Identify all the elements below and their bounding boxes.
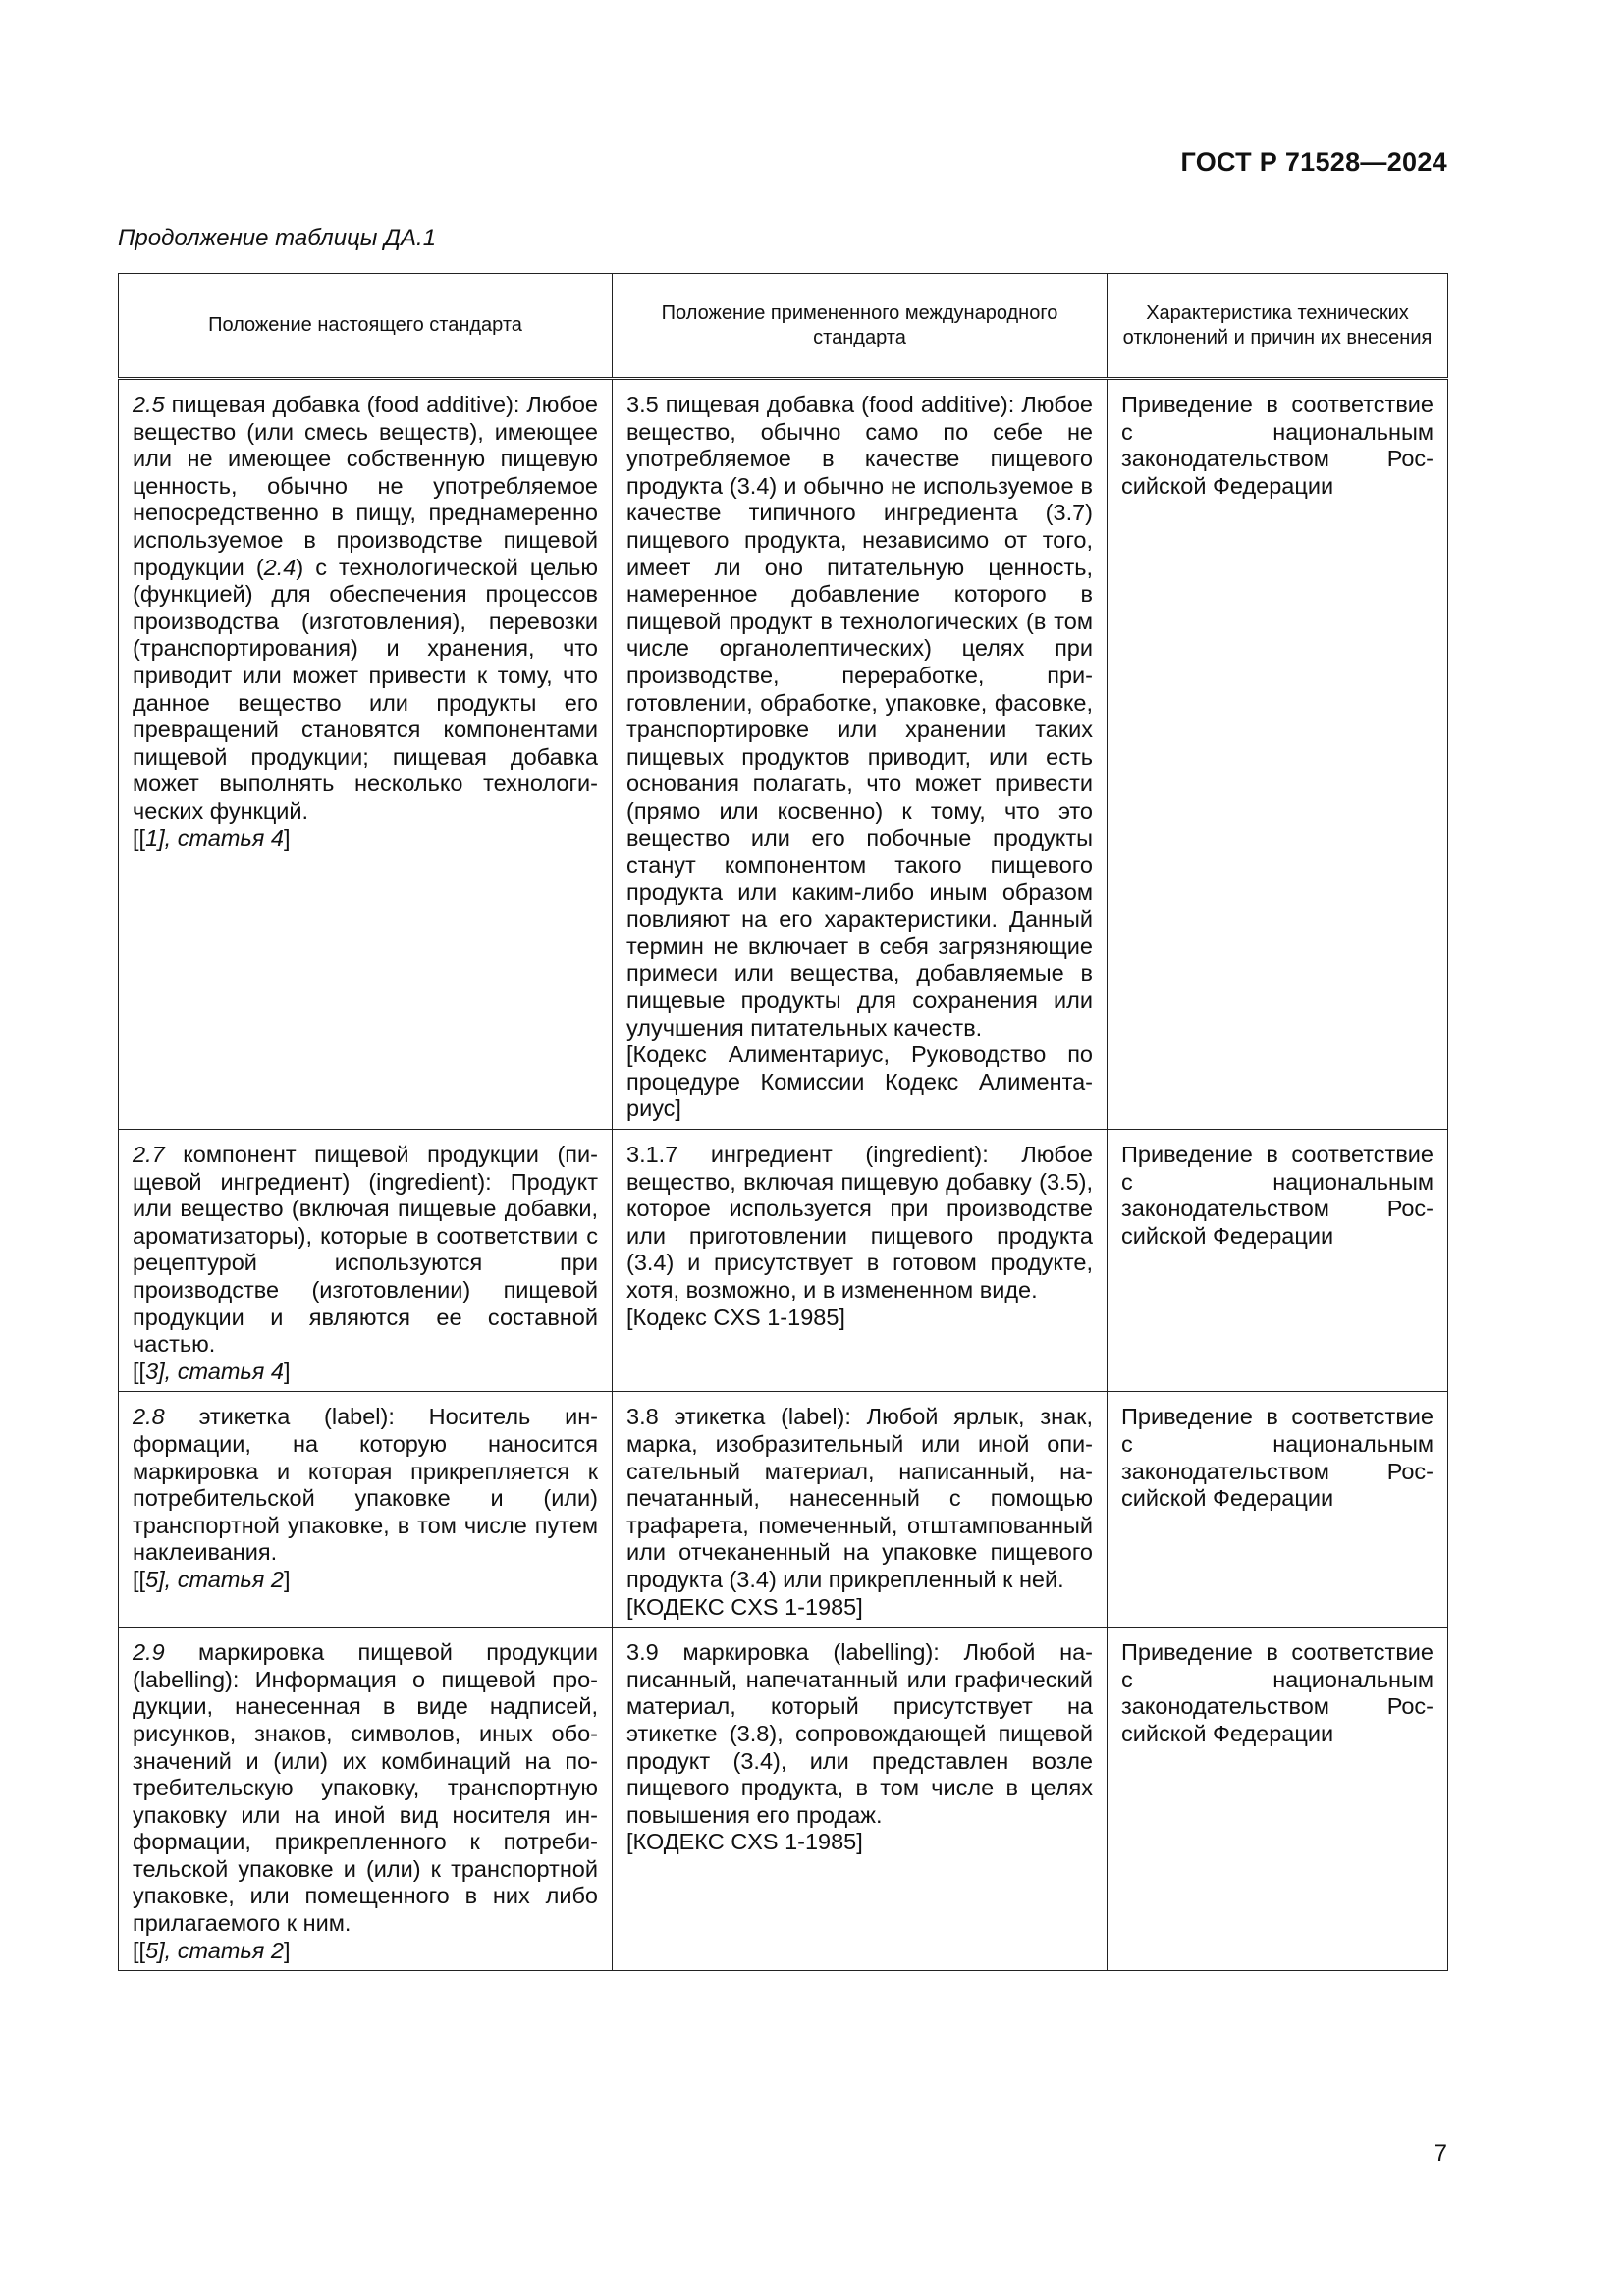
reference-article: ], статья 4 xyxy=(158,825,284,851)
reference-bracket-open: [[ xyxy=(133,1937,146,1963)
definition-text-continued: ) с технологической целью (функцией) для обеспечения процессов производства (изготовления), перевозки (транспортирования) и хранения, что приводит или может привести к тому, что данное вещество или продукты его превращений становятся компонентами пищевой продукции; пищевая добавка может выполнять несколько технологических функций. xyxy=(133,554,598,824)
international-definition: 3.5 пищевая добавка (food additive): Любое вещество, обычно само по себе не употребляемое в качестве пищевого продукта (3.4) и обычно не используемое в качестве типичного ингредиента (3.7) пищевого продукта, независимо от того, имеет ли оно питательную ценность, намеренное добавление которого в пищевой продукт в технологических (в том числе органолептических) целях при производстве, переработке, приготовлении, обработке, упаковке, фасовке, транспортировке или хранении таких пищевых продуктов приводит, или есть основания полагать, что может привести (прямо или косвенно) к тому, что это вещество или его побочные продукты станут компонентом такого пищевого продукта или каким-либо иным образом повлияют на его характеристики. Данный термин не включает в себя загрязняющие примеси или вещества, добавляемые в пищевые продукты для сохранения или улучшения питательных качеств. xyxy=(626,392,1093,1041)
reference-bracket-open: [[ xyxy=(133,825,146,851)
cell-deviation xyxy=(1108,1130,1448,1392)
international-definition: 3.8 этикетка (label): Любой ярлык, знак, марка, изобразительный или иной описательный материал, написанный, напечатанный, нанесенный с помощью трафарета, помеченный, отштампованный или отчеканенный на упаковке пищевого продукта (3.4) или прикрепленный к ней. xyxy=(626,1404,1093,1592)
reference-bracket-close: ] xyxy=(283,825,291,851)
clause-reference: 2.4 xyxy=(263,554,297,580)
definition-text: маркировка пищевой продукции (labelling): Информация о пищевой продукции, нанесенная в виде надписей, рисунков, знаков, символов, иных обозначений и (или) их комбинаций на потребительскую упаковку, транспортную упаковку или на иной вид носителя информации, прикрепленного к потребительской упаковке и (или) к транспортной упаковке, или помещенного в них либо прилагаемого к ним. xyxy=(133,1639,598,1937)
reference-article: ], статья 4 xyxy=(158,1358,284,1384)
source-reference xyxy=(133,1938,598,1965)
reference-bracket-close: ] xyxy=(283,1566,291,1592)
reference-article: ], статья 2 xyxy=(158,1937,284,1963)
bibliography-number: 5 xyxy=(145,1937,159,1963)
cell-this-standard xyxy=(119,1130,613,1392)
term-definition xyxy=(133,1142,598,1359)
term-definition xyxy=(133,392,598,826)
reference-bracket-open: [[ xyxy=(133,1566,146,1592)
cell-international-standard xyxy=(613,379,1108,1130)
term-definition xyxy=(133,1639,598,1938)
table-header-row xyxy=(119,274,1448,379)
international-definition: 3.1.7 ингредиент (ingredient): Любое вещество, включая пищевую добавку (3.5), которое используется при производстве или приготовлении пищевого продукта (3.4) и присутствует в готовом продукте, хотя, возможно, и в измененном виде. xyxy=(626,1142,1093,1303)
clause-number: 2.5 xyxy=(133,392,165,417)
reference-article: ], статья 2 xyxy=(158,1566,284,1592)
document-code: ГОСТ Р 71528—2024 xyxy=(1180,147,1447,177)
cell-international-standard xyxy=(613,1130,1108,1392)
bibliography-number: 5 xyxy=(145,1566,159,1592)
cell-international-standard xyxy=(613,1628,1108,1971)
table-row xyxy=(119,1130,1448,1392)
deviation-text: Приведение в соответствие с национальным законодательством Российской Федерации xyxy=(1121,1404,1434,1512)
clause-number: 2.7 xyxy=(133,1142,165,1168)
deviation-table xyxy=(118,273,1448,1971)
term-definition xyxy=(133,1404,598,1567)
source-reference xyxy=(133,826,598,853)
table-row xyxy=(119,379,1448,1130)
cell-deviation xyxy=(1108,379,1448,1130)
source-reference xyxy=(133,1359,598,1386)
cell-this-standard xyxy=(119,1392,613,1628)
reference-bracket-open: [[ xyxy=(133,1358,146,1384)
cell-deviation xyxy=(1108,1392,1448,1628)
definition-text: компонент пищевой продукции (пищевой ингредиент) (ingredient): Продукт или вещество (включая пищевые добавки, ароматизаторы), которые в соответствии с рецептурой используются при производстве (изготовлении) пищевой продукции и являются ее составной частью. xyxy=(133,1142,598,1358)
cell-international-standard xyxy=(613,1392,1108,1628)
deviation-text: Приведение в соответствие с национальным законодательством Российской Федерации xyxy=(1121,392,1434,499)
cell-this-standard xyxy=(119,379,613,1130)
clause-number: 2.9 xyxy=(133,1639,165,1666)
bibliography-number: 1 xyxy=(145,825,159,851)
clause-number: 2.8 xyxy=(133,1404,165,1430)
reference-bracket-close: ] xyxy=(283,1358,291,1384)
international-source: [Кодекс CXS 1-1985] xyxy=(626,1304,845,1330)
international-source: [Кодекс Алиментариус, Руководство по процедуре Комиссии Кодекс Алиментариус] xyxy=(626,1041,1093,1122)
column-header-international-standard: Положение примененного международного стандарта xyxy=(613,274,1108,379)
deviation-text: Приведение в соответствие с национальным законодательством Российской Федерации xyxy=(1121,1639,1434,1746)
definition-text: этикетка (label): Носитель информации, на которую наносится маркировка и которая прикрепляется к потребительской упаковке и (или) транспортной упаковке, в том числе путем наклеивания. xyxy=(133,1404,598,1566)
page-number: 7 xyxy=(1434,2140,1447,2166)
source-reference xyxy=(133,1567,598,1594)
international-source: [КОДЕКС CXS 1-1985] xyxy=(626,1829,863,1855)
deviation-text: Приведение в соответствие с национальным законодательством Российской Федерации xyxy=(1121,1142,1434,1249)
international-definition: 3.9 маркировка (labelling): Любой написанный, напечатанный или графический материал, который присутствует на этикетке (3.8), сопровождающей пищевой продукт (3.4), или представлен возле пищевого продукта, в том числе в целях повышения его продаж. xyxy=(626,1639,1093,1828)
international-source: [КОДЕКС CXS 1-1985] xyxy=(626,1593,863,1620)
reference-bracket-close: ] xyxy=(283,1937,291,1963)
table-row xyxy=(119,1628,1448,1971)
definition-text: пищевая добавка (food additive): Любое вещество (или смесь веществ), имеющее или не имеющее собственную пищевую ценность, обычно не употребляемое непосредственно в пищу, преднамеренно используемое в производстве пищевой продукции ( xyxy=(133,392,598,580)
table-caption: Продолжение таблицы ДА.1 xyxy=(118,225,437,251)
bibliography-number: 3 xyxy=(145,1358,159,1384)
column-header-this-standard: Положение настоящего стандарта xyxy=(119,274,613,379)
cell-deviation xyxy=(1108,1628,1448,1971)
table-row xyxy=(119,1392,1448,1628)
column-header-deviation: Характеристика технических отклонений и причин их внесения xyxy=(1108,274,1448,379)
cell-this-standard xyxy=(119,1628,613,1971)
